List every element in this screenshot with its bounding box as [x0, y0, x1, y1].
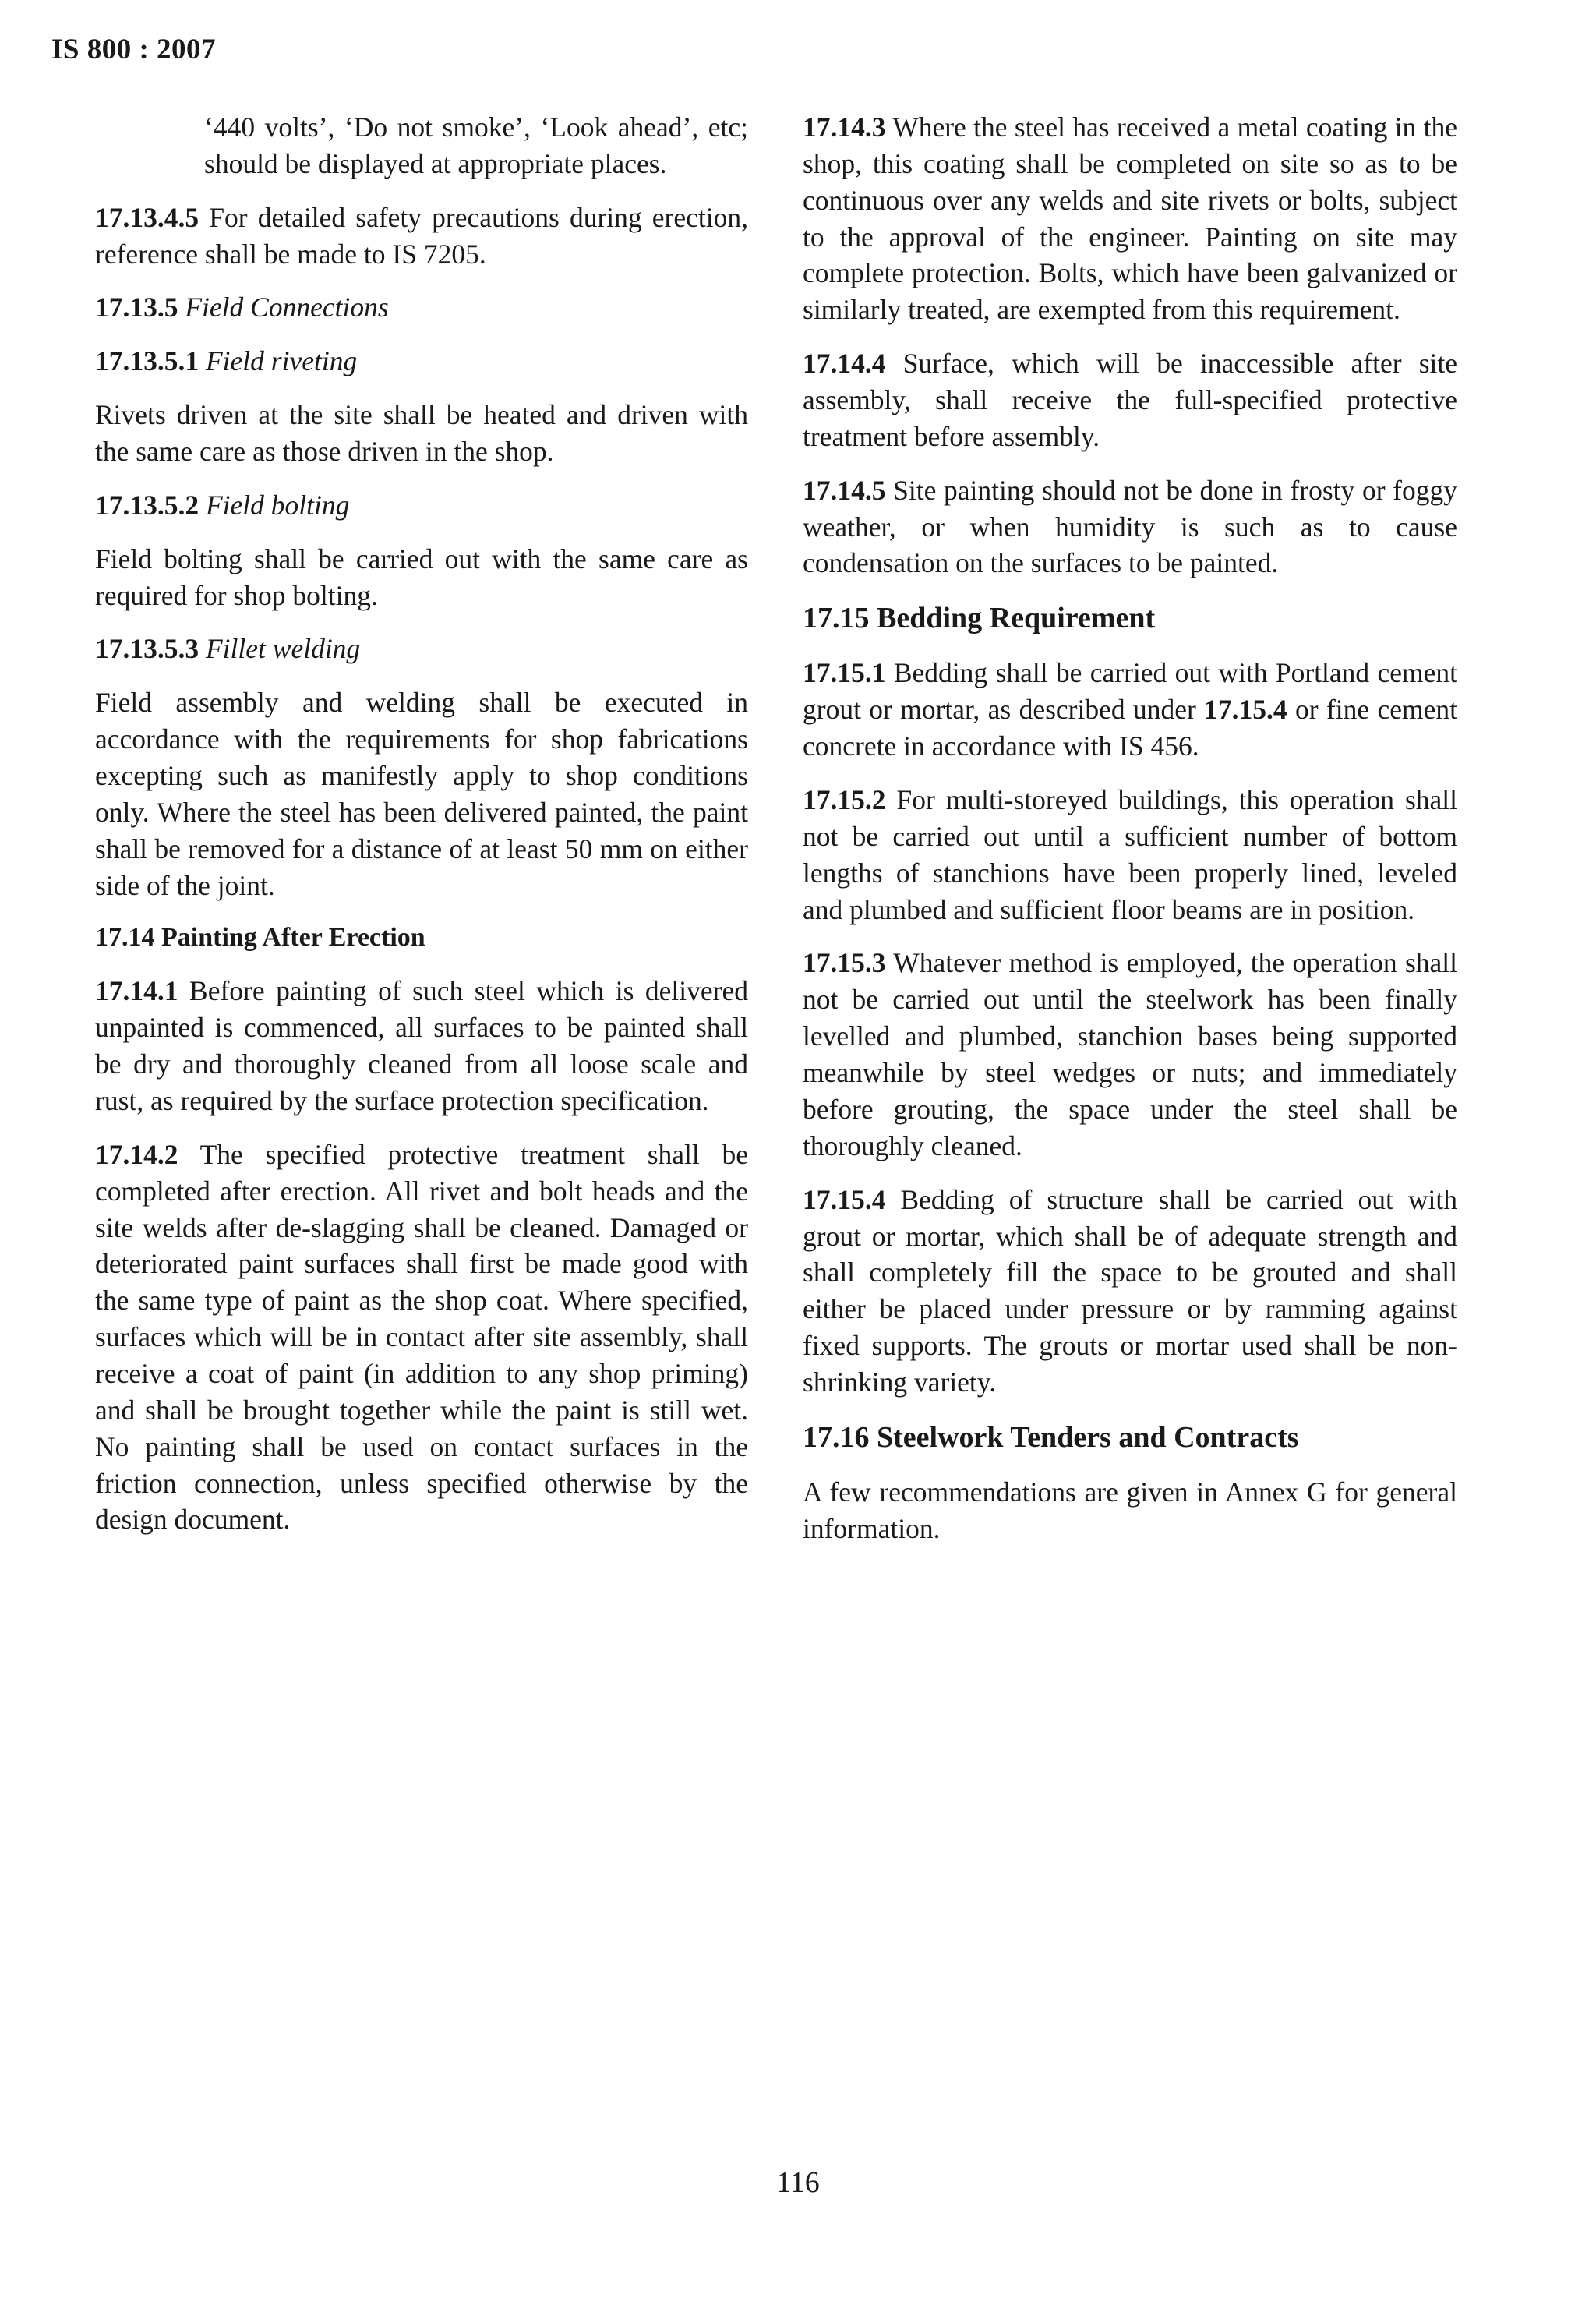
heading-17-13-5-1 [95, 343, 748, 380]
heading-title: Field Connections [185, 292, 389, 323]
heading-17-13-5-2 [95, 487, 748, 524]
fillet-welding-text: Field assembly and welding shall be executed in accordance with the requirements for shop fabrications excepting such as manifestly apply to shop conditions only. Where the steel has been delivered painted, the paint shall be removed for a distance of at least 50 mm on either side of the joint. [95, 687, 748, 901]
clause-17-15-3 [803, 945, 1457, 1164]
steelwork-tenders-text: A few recommendations are given in Annex G for general information. [803, 1476, 1457, 1544]
clause-number: 17.14.2 [95, 1138, 178, 1170]
clause-17-14-5 [803, 472, 1457, 582]
clause-17-14-4 [803, 345, 1457, 455]
clause-text: Site painting should not be done in frosty or foggy weather, or when humidity is such as to cause condensation on the surfaces to be painted. [803, 474, 1457, 579]
clause-text: For detailed safety precautions during erection, reference shall be made to IS 7205. [95, 201, 748, 270]
clause-number: 17.14.1 [95, 975, 178, 1007]
clause-number: 17.13.4.5 [95, 201, 200, 233]
heading-title: Field riveting [206, 345, 358, 377]
heading-17-14: 17.14 Painting After Erection [95, 923, 425, 953]
heading-17-15: 17.15 Bedding Requirement [803, 602, 1156, 635]
heading-17-13-5 [95, 289, 748, 326]
clause-number: 17.14.4 [803, 348, 886, 380]
clause-17-14-3 [803, 109, 1457, 328]
clause-number: 17.13.5 [95, 292, 178, 323]
left-column [95, 109, 748, 1555]
clause-number: 17.14.3 [803, 111, 886, 143]
heading-17-13-5-3 [95, 631, 748, 667]
clause-text: Bedding shall be carried out with Portland cement grout or mortar, as described under [803, 657, 1457, 726]
heading-title: Fillet welding [206, 633, 361, 665]
clause-number: 17.13.5.1 [95, 345, 200, 377]
clause-text: The specified protective treatment shall be completed after erection. All rivet and bolt heads and the site welds after de-slagging shall be cleaned. Damaged or deteriorated paint surfaces shall first be made good with the same type of paint as the shop coat. Where specified, surfaces which will be in contact after site assembly, shall receive a coat of paint (in addition to any shop priming) and shall be brought together while the paint is still wet. No painting shall be used on contact surfaces in the friction connection, unless specified otherwise by the design document. [95, 1138, 748, 1536]
field-bolting-text: Field bolting shall be carried out with the same care as required for shop bolting. [95, 543, 748, 611]
clause-text: Surface, which will be inaccessible after site assembly, shall receive the full-specified protective treatment before assembly. [803, 348, 1458, 452]
clause-text-cont: or fine cement concrete in accordance with IS 456. [803, 694, 1457, 762]
field-riveting-text: Rivets driven at the site shall be heated and driven with the same care as those driven in the shop. [95, 399, 748, 468]
heading-title: Field bolting [206, 489, 350, 521]
document-code: IS 800 : 2007 [51, 34, 217, 65]
clause-number: 17.13.5.3 [95, 633, 200, 665]
clause-number: 17.15.3 [803, 947, 886, 979]
heading-17-16: 17.16 Steelwork Tenders and Contracts [803, 1420, 1299, 1454]
clause-17-14-2 [95, 1137, 748, 1538]
clause-17-14-1 [95, 973, 748, 1119]
clause-17-15-4 [803, 1182, 1457, 1401]
clause-text: Bedding of structure shall be carried out with grout or mortar, which shall be of adequate strength and shall completely fill the space to be grouted and shall either be placed under pressure or by ramming against fixed supports. The grouts or mortar used shall be non-shrinking variety. [803, 1183, 1457, 1398]
clause-17-13-4-5 [95, 200, 748, 273]
clause-number: 17.14.5 [803, 474, 886, 506]
continued-paragraph: ‘440 volts’, ‘Do not smoke’, ‘Look ahead’, etc; should be displayed at appropriate places. [204, 111, 748, 179]
clause-number: 17.15.2 [803, 784, 886, 816]
clause-number: 17.13.5.2 [95, 489, 200, 521]
clause-text: Whatever method is employed, the operation shall not be carried out until the steelwork has been finally levelled and plumbed, stanchion bases being supported meanwhile by steel wedges or nuts; and immediately before grouting, the space under the steel shall be thoroughly cleaned. [803, 947, 1458, 1161]
clause-text: Where the steel has received a metal coating in the shop, this coating shall be completed on site so as to be continuous over any welds and site rivets or bolts, subject to the approval of the engineer. Painting on site may complete protection. Bolts, which have been galvanized or similarly treated, are exempted from this requirement. [803, 111, 1457, 326]
page-number: 116 [776, 2166, 820, 2199]
clause-text: Before painting of such steel which is delivered unpainted is commenced, all surfaces to be painted shall be dry and thoroughly cleaned from all loose scale and rust, as required by the surface protection specification. [95, 975, 748, 1116]
clause-number: 17.15.1 [803, 657, 886, 689]
clause-text: For multi-storeyed buildings, this operation shall not be carried out until a sufficient number of bottom lengths of stanchions have been properly lined, leveled and plumbed and sufficient floor beams are in position. [803, 784, 1457, 925]
clause-17-15-2 [803, 782, 1457, 928]
clause-number: 17.15.4 [803, 1183, 886, 1215]
clause-17-15-1 [803, 655, 1457, 765]
clause-reference: 17.15.4 [1204, 694, 1287, 726]
right-column [803, 109, 1457, 1564]
